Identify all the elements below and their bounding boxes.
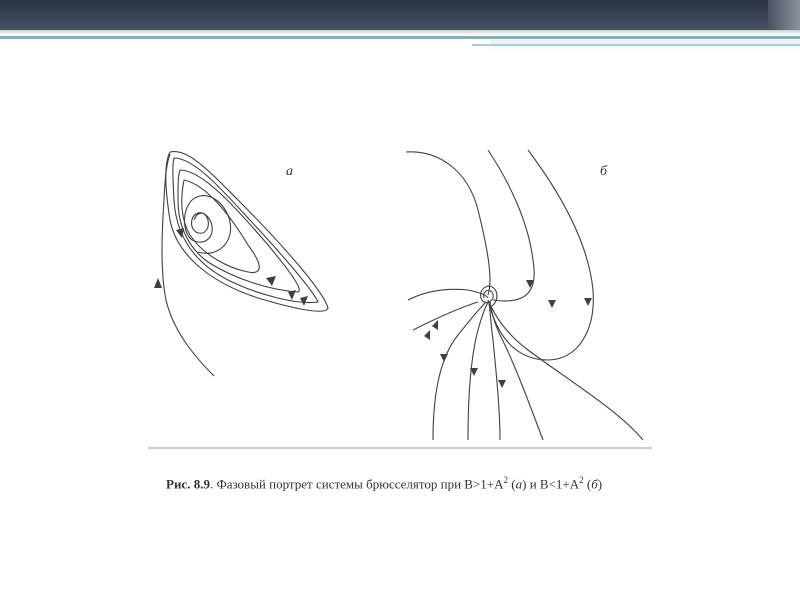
limit-cycle-orbit [166, 152, 328, 312]
phase-portrait-drawing [148, 140, 652, 452]
arrow-b-7 [498, 380, 506, 388]
arrow-up-left [154, 278, 162, 288]
traj-b-2 [488, 150, 534, 301]
caption-sup-1: 2 [503, 475, 509, 485]
figure-caption [166, 470, 626, 494]
accent-line [0, 36, 800, 39]
caption-text-2: ( [508, 476, 516, 492]
panel-a-limit-cycle [154, 152, 328, 376]
panel-b-stable-focus [406, 150, 643, 440]
phase-portrait-figure [148, 140, 652, 452]
traj-b-5 [413, 302, 478, 330]
arrow-b-5 [440, 354, 448, 362]
caption-figure-number: Рис. 8.9 [166, 476, 210, 492]
traj-b-10 [490, 304, 643, 440]
trajectory-from-below [162, 154, 214, 376]
accent-band [490, 40, 800, 52]
traj-b-3 [488, 150, 593, 360]
caption-text-3: ) и B<1+A [522, 476, 580, 492]
traj-b-9 [490, 302, 543, 440]
traj-b-1 [406, 152, 490, 295]
caption-sup-2: 2 [579, 475, 584, 485]
arrow-a-1 [266, 276, 276, 286]
arrow-b-2 [548, 300, 556, 308]
traj-b-7 [468, 302, 488, 440]
slide-header-bar [0, 0, 800, 30]
traj-b-6 [433, 302, 486, 440]
arrow-b-4 [432, 320, 438, 330]
spiral-center [192, 213, 213, 242]
traj-b-4 [408, 289, 488, 300]
caption-text-5: ) [597, 476, 603, 492]
panel-label-b: б [600, 164, 608, 179]
slide-header-shadow [0, 30, 800, 35]
slide-header-corner [768, 0, 800, 30]
panel-label-a: a [286, 164, 293, 179]
caption-text-4: ( [583, 476, 592, 492]
arrow-b-8 [424, 330, 430, 340]
caption-italic-a: a [515, 476, 523, 492]
accent-line-secondary [472, 44, 800, 46]
arrow-b-3 [584, 298, 592, 306]
arrow-a-3 [300, 296, 308, 306]
caption-italic-b: б [591, 476, 598, 492]
caption-text-1: . Фазовый портрет системы брюсселятор при B>1+A [209, 476, 504, 492]
